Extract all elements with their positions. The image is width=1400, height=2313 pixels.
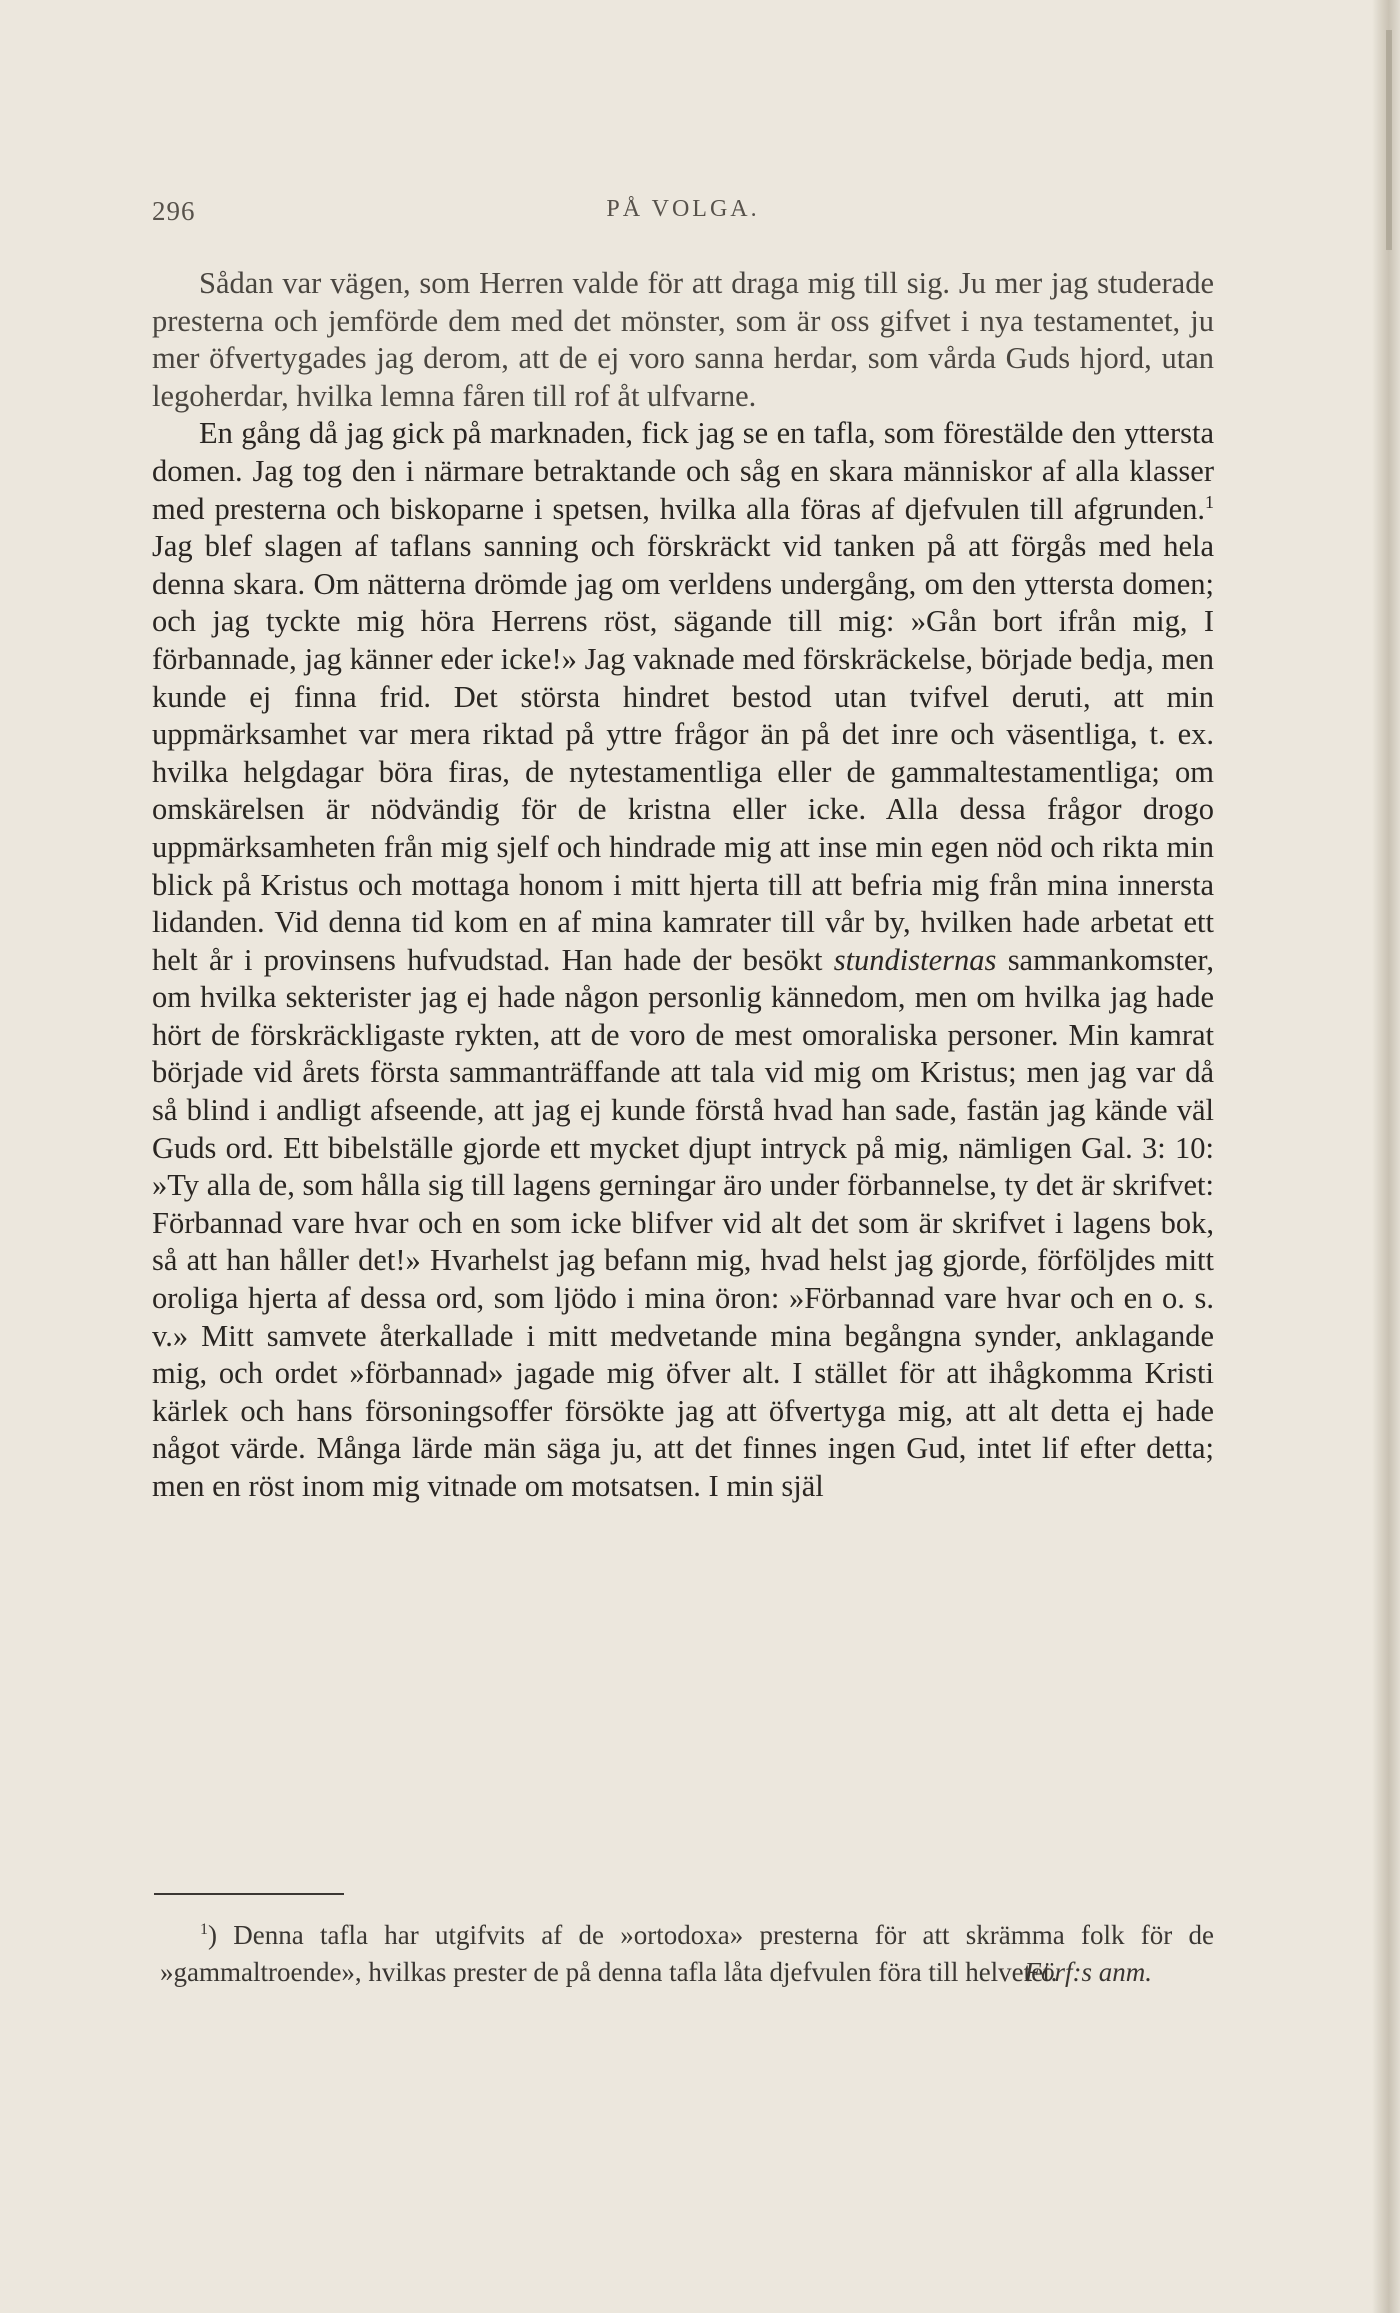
footnote-marker: 1 [200,1921,208,1938]
footnote-signature: Förf:s anm. [1024,1957,1152,1987]
footnote-body: ) Denna tafla har utgifvits af de »ortodoxa» presterna för att skrämma folk för de »gammaltroende», hvilkas prester de på denna tafla låta djefvulen föra till helvetet. [160,1920,1214,1987]
page-header [152,196,1214,236]
footnote-reference[interactable]: 1 [1205,491,1214,512]
body-text [152,265,1214,1506]
text-run: En gång då jag gick på marknaden, fick jag se en tafla, som förestälde den yttersta domen. Jag tog den i närmare betraktande och såg en skara människor af alla klasser med presterna och biskoparne i spetsen, hvilka alla föras af djefvulen till afgrunden. [152,416,1214,526]
binding-shadow [1386,30,1392,250]
paragraph: Sådan var vägen, som Herren valde för att draga mig till sig. Ju mer jag studerade presterna och jemförde dem med det mönster, som är oss gifvet i nya testamentet, ju mer öfvertygades jag derom, att de ej voro sanna herdar, som vårda Guds hjord, utan legoherdar, hvilka lemna fåren till rof åt ulfvarne. [152,266,1214,413]
running-title: PÅ VOLGA. [606,196,760,222]
text-run: Jag blef slagen af taflans sanning och förskräckt vid tanken på att förgås med hela denna skara. Om nätterna drömde jag om verldens undergång, om den yttersta domen; och jag tyckte mig höra Herrens röst, sägande till mig: »Gån bort ifrån mig, I förbannade, jag känner eder icke!» Jag vaknade med förskräckelse, började bedja, men kunde ej finna frid. Det största hindret bestod utan tvifvel deruti, att min uppmärksamhet var mera riktad på yttre frågor än på det inre och väsentliga, t. ex. hvilka helgdagar böra firas, de nytestamentliga eller de gammaltestamentliga; om omskärelsen är nödvändig för de kristna eller icke. Alla dessa frågor drogo uppmärksamheten från mig sjelf och hindrade mig att inse min egen nöd och rikta min blick på Kristus och mottaga honom i mitt hjerta till att befria mig från mina innersta lidanden. Vid denna tid kom en af mina kamrater till vår by, hvilken hade arbetat ett helt år i provinsens hufvudstad. Han hade der besökt [152,529,1214,977]
text-run: sammankomster, om hvilka sekterister jag ej hade någon personlig kännedom, men om hvilka jag hade hört de förskräckligaste rykten, att de voro de mest omoraliska personer. Min kamrat började vid årets första sammanträffande att tala vid mig om Kristus; men jag var då så blind i andligt afseende, att jag ej kunde förstå hvad han sade, fastän jag kände väl Guds ord. Ett bibelställe gjorde ett mycket djupt intryck på mig, nämligen Gal. 3: 10: »Ty alla de, som hålla sig till lagens gerningar äro under förbannelse, ty det är skrifvet: Förbannad vare hvar och en som icke blifver vid alt det som är skrifvet i lagens bok, så att han håller det!» Hvarhelst jag befann mig, hvad helst jag gjorde, förföljdes mitt oroliga hjerta af dessa ord, som ljödo i mina öron: »Förbannad vare hvar och en o. s. v.» Mitt samvete återkallade i mitt medvetande mina begångna synder, anklagande mig, och ordet »förbannad» jagade mig öfver alt. I stället för att ihågkomma Kristi kärlek och hans försoningsoffer försökte jag att öfvertyga mig, att alt detta ej hade något värde. Många lärde män säga ju, att det finnes ingen Gud, intet lif efter detta; men en röst inom mig vitnade om motsatsen. I min själ [152,942,1214,1503]
page-number: 296 [152,196,196,226]
paragraph [152,415,1214,1505]
page-edge [1372,0,1400,2313]
footnote [160,1917,1214,1991]
emphasized-term: stundisternas [833,942,997,977]
footnote-divider [154,1893,344,1895]
